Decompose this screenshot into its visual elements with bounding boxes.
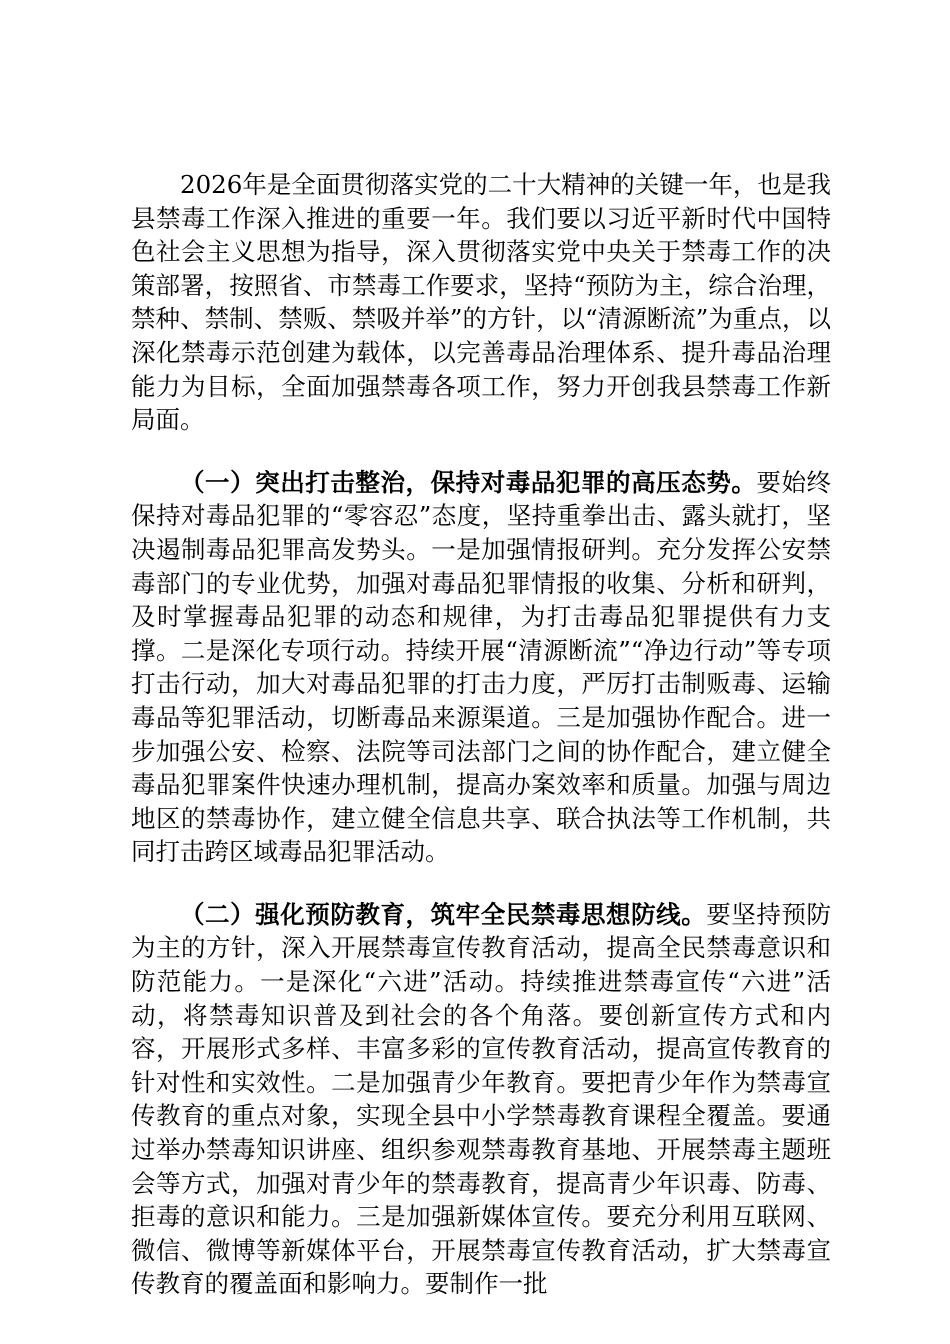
section-body-2: 要坚持预防为主的方针，深入开展禁毒宣传教育活动，提高全民禁毒意识和防范能力。一是深化“六进”活动。持续推进禁毒宣传“六进”活动，将禁毒知识普及到社会的各个角落。要创新宣传方式和内容，开展形式多样、丰富多彩的宣传教育活动，提高宣传教育的针对性和实效性。二是加强青少年教育。要把青少年作为禁毒宣传教育的重点对象，实现全县中小学禁毒教育课程全覆盖。要通过举办禁毒知识讲座、组织参观禁毒教育基地、开展禁毒主题班会等方式，加强对青少年的禁毒教育，提高青少年识毒、防毒、拒毒的意识和能力。三是加强新媒体宣传。要充分利用互联网、微信、微博等新媒体平台，开展禁毒宣传教育活动，扩大禁毒宣传教育的覆盖面和影响力。要制作一批 <box>131 899 832 1299</box>
document-page <box>131 168 831 1301</box>
section-body-1: 要始终保持对毒品犯罪的“零容忍”态度，坚持重拳出击、露头就打，坚决遏制毒品犯罪高发势头。一是加强情报研判。充分发挥公安禁毒部门的专业优势，加强对毒品犯罪情报的收集、分析和研判，及时掌握毒品犯罪的动态和规律，为打击毒品犯罪提供有力支撑。二是深化专项行动。持续开展“清源断流”“净边行动”等专项打击行动，加大对毒品犯罪的打击力度，严厉打击制贩毒、运输毒品等犯罪活动，切断毒品来源渠道。三是加强协作配合。进一步加强公安、检察、法院等司法部门之间的协作配合，建立健全毒品犯罪案件快速办理机制，提高办案效率和质量。加强与周边地区的禁毒协作，建立健全信息共享、联合执法等工作机制，共同打击跨区域毒品犯罪活动。 <box>131 467 832 867</box>
section-paragraph-1 <box>131 466 831 869</box>
section-heading-2: （二）强化预防教育，筑牢全民禁毒思想防线。 <box>180 899 707 929</box>
section-paragraph-2 <box>131 898 831 1301</box>
section-heading-1: （一）突出打击整治，保持对毒品犯罪的高压态势。 <box>180 467 757 497</box>
intro-paragraph: 2026年是全面贯彻落实党的二十大精神的关键一年，也是我县禁毒工作深入推进的重要一年。我们要以习近平新时代中国特色社会主义思想为指导，深入贯彻落实党中央关于禁毒工作的决策部署，按照省、市禁毒工作要求，坚持“预防为主，综合治理，禁种、禁制、禁贩、禁吸并举”的方针，以“清源断流”为重点，以深化禁毒示范创建为载体，以完善毒品治理体系、提升毒品治理能力为目标，全面加强禁毒各项工作，努力开创我县禁毒工作新局面。 <box>131 170 831 435</box>
